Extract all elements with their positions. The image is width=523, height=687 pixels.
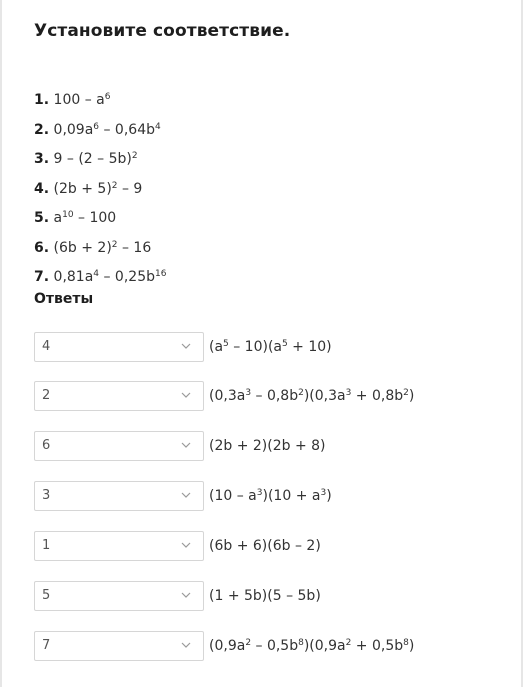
task-item-4: 4. $(2b + 5)^2 - 9$ bbox=[34, 180, 143, 197]
task-expression: $a^{10} - 100$ bbox=[53, 210, 117, 226]
answer-select-1[interactable] bbox=[34, 332, 204, 362]
answer-row-5 bbox=[34, 531, 494, 561]
chevron-down-icon bbox=[181, 491, 191, 499]
task-item-6: 6. $(6b + 2)^2 - 16$ bbox=[34, 239, 152, 256]
task-expression: $0,09a^6 - 0,64b^4$ bbox=[53, 121, 161, 138]
question-title: Установите соответствие. bbox=[34, 21, 291, 41]
task-item-1: 1. $100 - a^6$ bbox=[34, 92, 111, 108]
chevron-down-icon bbox=[181, 342, 191, 350]
answer-expression-5: (6b + 6)(6b – 2) bbox=[209, 538, 321, 554]
answer-expression-7: $(0,9a^2 - 0,5b^8)(0,9a^2 + 0,5b^8)$ bbox=[209, 638, 415, 654]
task-number: 2 bbox=[34, 121, 44, 138]
task-number: 5 bbox=[34, 210, 44, 226]
task-item-5: 5. $a^{10} - 100$ bbox=[34, 210, 117, 226]
answer-row-1 bbox=[34, 332, 494, 362]
chevron-down-icon bbox=[181, 441, 191, 449]
task-number: 3 bbox=[34, 151, 44, 167]
left-border bbox=[0, 0, 2, 687]
chevron-down-icon bbox=[181, 391, 191, 399]
task-item-7: 7. $0,81a^4 - 0,25b^{16}$ bbox=[34, 269, 167, 285]
answer-select-3[interactable] bbox=[34, 431, 204, 461]
task-number: 7 bbox=[34, 269, 44, 285]
answer-row-7 bbox=[34, 631, 494, 661]
answer-expression-6: (1 + 5b)(5 – 5b) bbox=[209, 588, 321, 604]
task-expression: $100 - a^6$ bbox=[53, 92, 111, 108]
chevron-down-icon bbox=[181, 641, 191, 649]
select-value: 3 bbox=[42, 488, 51, 503]
task-number: 4 bbox=[34, 180, 44, 197]
select-value: 4 bbox=[42, 339, 51, 354]
task-number: 1 bbox=[34, 92, 44, 108]
answer-expression-1: $(a^5 - 10)(a^5 + 10)$ bbox=[209, 339, 332, 355]
answer-select-6[interactable] bbox=[34, 581, 204, 611]
select-value: 1 bbox=[42, 538, 51, 553]
select-value: 2 bbox=[42, 388, 51, 403]
task-item-2: 2. $0,09a^6 - 0,64b^4$ bbox=[34, 121, 161, 138]
answer-expression-2: $(0,3a^3 - 0,8b^2)(0,3a^3 + 0,8b^2)$ bbox=[209, 388, 415, 404]
task-number: 6 bbox=[34, 239, 44, 256]
chevron-down-icon bbox=[181, 591, 191, 599]
answer-expression-4: $(10 - a^3)(10 + a^3)$ bbox=[209, 488, 332, 504]
answers-heading: Ответы bbox=[34, 291, 94, 307]
select-value: 5 bbox=[42, 588, 51, 603]
task-expression: $(2b + 5)^2 - 9$ bbox=[53, 180, 143, 197]
answer-expression-3: (2b + 2)(2b + 8) bbox=[209, 438, 326, 454]
answer-row-2 bbox=[34, 381, 494, 411]
answer-row-4 bbox=[34, 481, 494, 511]
answer-select-5[interactable] bbox=[34, 531, 204, 561]
task-item-3: 3. 9 – (2 – 5b)$^2$ bbox=[34, 151, 138, 167]
chevron-down-icon bbox=[181, 541, 191, 549]
select-value: 7 bbox=[42, 638, 51, 653]
answer-select-7[interactable] bbox=[34, 631, 204, 661]
select-value: 6 bbox=[42, 438, 51, 453]
answer-select-4[interactable] bbox=[34, 481, 204, 511]
task-expression: 9 – (2 – 5b)$^2$ bbox=[53, 151, 138, 167]
answer-row-6 bbox=[34, 581, 494, 611]
answer-select-2[interactable] bbox=[34, 381, 204, 411]
task-list bbox=[34, 86, 166, 293]
task-expression: $0,81a^4 - 0,25b^{16}$ bbox=[53, 269, 167, 285]
answer-row-3 bbox=[34, 431, 494, 461]
task-expression: $(6b + 2)^2 - 16$ bbox=[53, 239, 152, 256]
